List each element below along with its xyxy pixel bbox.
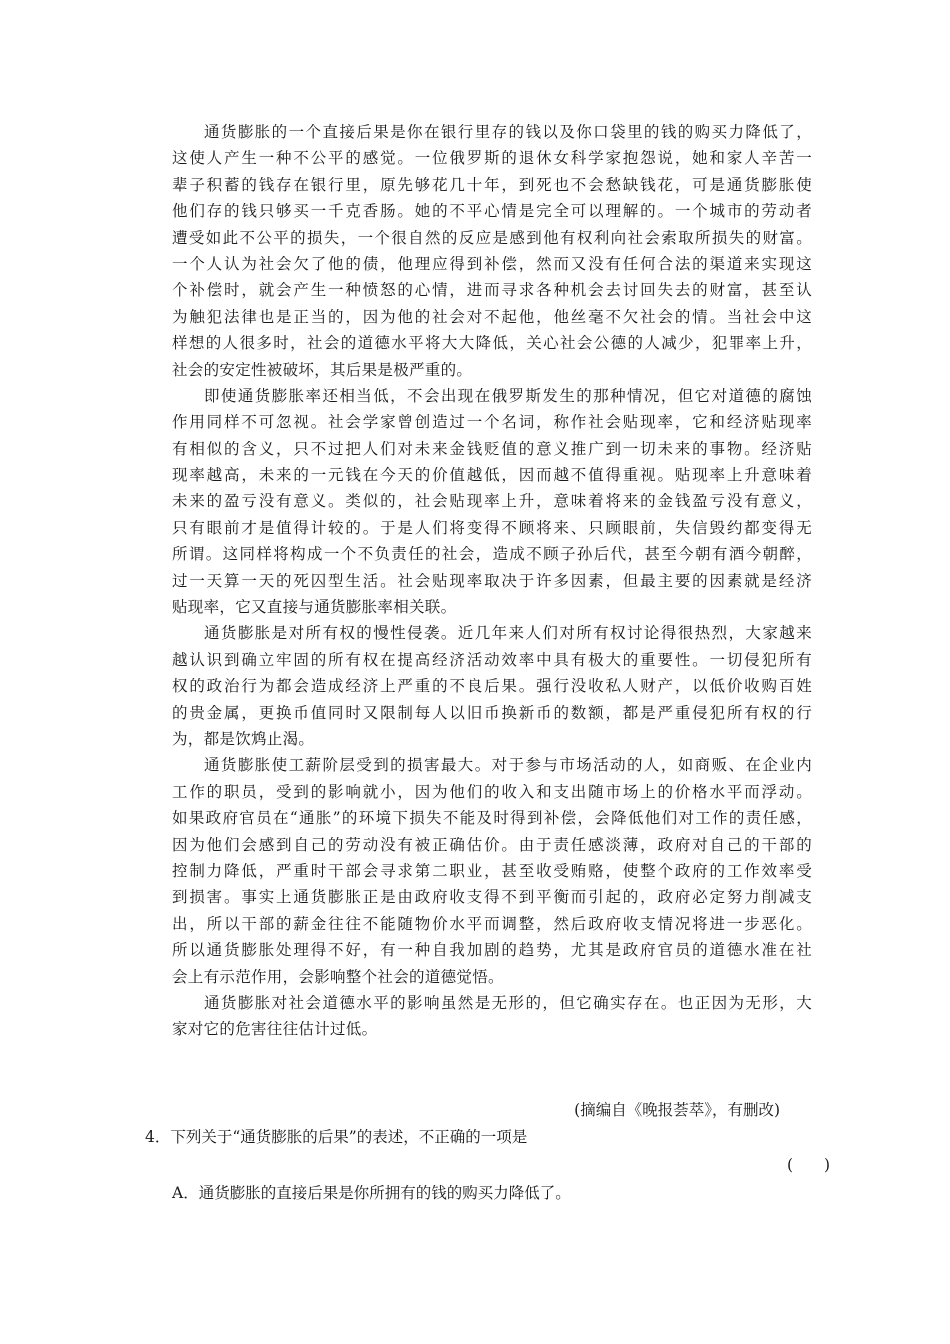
- paragraph-4-line: 会上有示范作用，会影响整个社会的道德觉悟。: [172, 967, 504, 986]
- paragraph-5-line: 家对它的危害往往估计过低。: [172, 1020, 378, 1039]
- paragraph-1-line: 遭受如此不公平的损失，一个很自然的反应是感到他有权利向社会索取所损失的财富。: [172, 228, 812, 247]
- paragraph-1-line: 样想的人很多时，社会的道德水平将大大降低，关心社会公德的人减少，犯罪率上升，: [172, 334, 812, 353]
- paragraph-1-line: 通货膨胀的一个直接后果是你在银行里存的钱以及你口袋里的钱的购买力降低了，: [204, 123, 812, 141]
- paragraph-4-line: 所以通货膨胀处理得不好，有一种自我加剧的趋势，尤其是政府官员的道德水准在社: [172, 941, 812, 960]
- paragraph-4-line: 如果政府官员在“通胀”的环境下损失不能及时得到补偿，会降低他们对工作的责任感，: [172, 809, 812, 828]
- paragraph-2-line: 有相似的含义，只不过把人们对未来金钱贬值的意义推广到一切未来的事物。经济贴: [172, 439, 812, 458]
- paragraph-2-line: 过一天算一天的死囚型生活。社会贴现率取决于许多因素，但最主要的因素就是经济: [172, 571, 812, 590]
- paragraph-1-line: 一个人认为社会欠了他的债，他理应得到补偿，然而又没有任何合法的渠道来实现这: [172, 254, 812, 273]
- source-citation: (摘编自《晚报荟萃》，有删改): [574, 1101, 780, 1119]
- paragraph-2-line: 即使通货膨胀率还相当低，不会出现在俄罗斯发生的那种情况，但它对道德的腐蚀: [204, 386, 812, 405]
- question-4-stem: 4．下列关于“通货膨胀的后果”的表述，不正确的一项是: [145, 1128, 528, 1146]
- paragraph-1-line: 这使人产生一种不公平的感觉。一位俄罗斯的退休女科学家抱怨说，她和家人辛苦一: [172, 149, 812, 168]
- paragraph-2-line: 贴现率，它又直接与通货膨胀率相关联。: [172, 598, 457, 617]
- paragraph-1-line: 为触犯法律也是正当的，因为他的社会对不起他，他丝毫不欠社会的情。当社会中这: [172, 307, 812, 326]
- paragraph-4-line: 到损害。事实上通货膨胀正是由政府收支得不到平衡而引起的，政府必定努力削减支: [172, 888, 812, 907]
- paragraph-3-line: 为，都是饮鸩止渴。: [172, 729, 315, 748]
- paragraph-3-line: 权的政治行为都会造成经济上严重的不良后果。强行没收私人财产，以低价收购百姓: [172, 677, 812, 696]
- paragraph-2-line: 所谓。这同样将构成一个不负责任的社会，造成不顾子孙后代，甚至今朝有酒今朝醉，: [172, 545, 812, 564]
- answer-parentheses: ( ): [787, 1156, 831, 1174]
- paragraph-1-line: 辈子积蓄的钱存在银行里，原先够花几十年，到死也不会愁缺钱花，可是通货膨胀使: [172, 175, 812, 194]
- paragraph-2-line: 现率越高，未来的一元钱在今天的价值越低，因而越不值得重视。贴现率上升意味着: [172, 466, 812, 485]
- paragraph-3-line: 的贵金属，更换币值同时又限制每人以旧币换新币的数额，都是严重侵犯所有权的行: [172, 703, 812, 722]
- option-a: A．通货膨胀的直接后果是你所拥有的钱的购买力降低了。: [172, 1184, 571, 1202]
- paragraph-4-line: 通货膨胀使工薪阶层受到的损害最大。对于参与市场活动的人，如商贩、在企业内: [204, 756, 812, 775]
- reading-passage: [172, 119, 812, 1043]
- paragraph-2-line: 未来的盈亏没有意义。类似的，社会贴现率上升，意味着将来的金钱盈亏没有意义，: [172, 492, 812, 511]
- paragraph-3-line: 越认识到确立牢固的所有权在提高经济活动效率中具有极大的重要性。一切侵犯所有: [172, 650, 812, 669]
- paragraph-4-line: 因为他们会感到自己的劳动没有被正确估价。由于责任感淡薄，政府对自己的干部的: [172, 835, 812, 854]
- paragraph-1-line: 社会的安定性被破坏，其后果是极严重的。: [172, 360, 473, 379]
- paragraph-2-line: 作用同样不可忽视。社会学家曾创造过一个名词，称作社会贴现率，它和经济贴现率: [172, 413, 812, 432]
- paragraph-2-line: 只有眼前才是值得计较的。于是人们将变得不顾将来、只顾眼前，失信毁约都变得无: [172, 518, 812, 537]
- paragraph-4-line: 出，所以干部的薪金往往不能随物价水平而调整，然后政府收支情况将进一步恶化。: [172, 914, 812, 933]
- paragraph-5-line: 通货膨胀对社会道德水平的影响虽然是无形的，但它确实存在。也正因为无形，大: [204, 993, 812, 1012]
- paragraph-4-line: 工作的职员，受到的影响就小，因为他们的收入和支出随市场上的价格水平而浮动。: [172, 782, 812, 801]
- paragraph-1-line: 个补偿时，就会产生一种愤怒的心情，进而寻求各种机会去讨回失去的财富，甚至认: [172, 281, 812, 300]
- paragraph-1-line: 他们存的钱只够买一千克香肠。她的不平心情是完全可以理解的。一个城市的劳动者: [172, 202, 812, 221]
- paragraph-3-line: 通货膨胀是对所有权的慢性侵袭。近几年来人们对所有权讨论得很热烈，大家越来: [204, 624, 812, 643]
- paragraph-4-line: 控制力降低，严重时干部会寻求第二职业，甚至收受贿赂，使整个政府的工作效率受: [172, 861, 812, 880]
